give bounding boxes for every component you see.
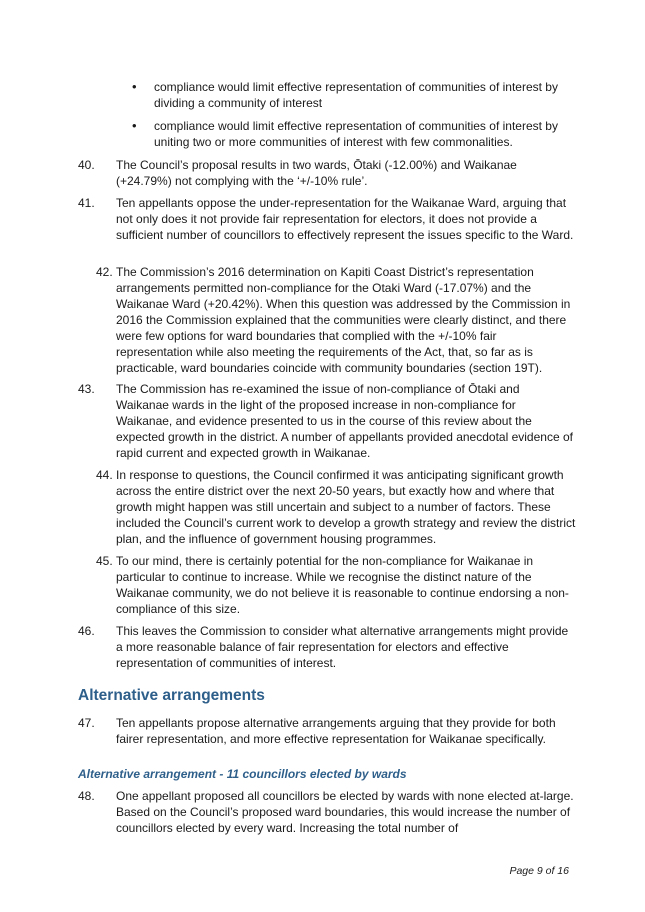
page-number: Page 9 of 16 (509, 865, 569, 877)
paragraph-text: In response to questions, the Council confirmed it was anticipating significant growth across the entire district over the next 20-50 years, but exactly how and where that growth might happen was still uncertain and subject to a number of factors. These included the Council’s current work to develop a growth strategy and review the district plan, and the influence of government housing programmes. (116, 468, 576, 546)
paragraph-number: 46. (78, 624, 95, 638)
paragraph-number: 42. (96, 265, 113, 279)
bullet-text: compliance would limit effective representation of communities of interest by dividing a community of interest (154, 80, 558, 110)
paragraph-number: 44. (96, 468, 113, 482)
paragraph-text: Ten appellants oppose the under-representation for the Waikanae Ward, arguing that not only does it not provide fair representation for electors, it does not provide a sufficient number of councillors to effectively represent the issues specific to the Ward. (116, 196, 574, 242)
paragraph-number: 40. (78, 158, 95, 172)
paragraph-number: 43. (78, 382, 95, 396)
bullet-dot-icon: • (132, 79, 137, 94)
section-heading: Alternative arrangements (78, 687, 265, 704)
paragraph-text: The Council’s proposal results in two wards, Ōtaki (-12.00%) and Waikanae (+24.79%) not complying with the ‘+/-10% rule’. (116, 158, 517, 188)
paragraph-text: This leaves the Commission to consider what alternative arrangements might provide a more reasonable balance of fair representation for electors and effective representation of communities of interest. (116, 624, 569, 670)
subsection-heading: Alternative arrangement - 11 councillors elected by wards (78, 767, 407, 781)
paragraph-text: To our mind, there is certainly potential for the non-compliance for Waikanae in particular to continue to increase. While we recognise the distinct nature of the Waikanae community, we do not believe it is reasonable to continue endorsing a non-compliance of this size. (116, 554, 569, 616)
paragraph-text: The Commission’s 2016 determination on Kapiti Coast District’s representation arrangements permitted non-compliance for the Otaki Ward (-17.07%) and the Waikanae Ward (+20.42%). When this question was addressed by the Commission in 2016 the Commission explained that the communities were clearly distinct, and there were few options for ward boundaries that complied with the +/-10% fair representation while also meeting the requirements of the Act, that, so far as is practicable, ward boundaries coincide with community boundaries (section 19T). (116, 265, 571, 375)
paragraph-number: 47. (78, 716, 95, 730)
paragraph-number: 45. (96, 554, 113, 568)
paragraph-text: Ten appellants propose alternative arrangements arguing that they provide for both fairer representation, and more effective representation for Waikanae specifically. (116, 716, 556, 746)
bullet-text: compliance would limit effective representation of communities of interest by uniting two or more communities of interest with few commonalities. (154, 119, 558, 149)
paragraph-text: One appellant proposed all councillors be elected by wards with none elected at-large. Based on the Council’s proposed ward boundaries, this would increase the number of councillors elected by every ward. Increasing the total number of (116, 789, 574, 835)
paragraph-number: 48. (78, 789, 95, 803)
paragraph-number: 41. (78, 196, 95, 210)
bullet-dot-icon: • (132, 118, 137, 133)
paragraph-text: The Commission has re-examined the issue of non-compliance of Ōtaki and Waikanae wards in the light of the proposed increase in non-compliance for Waikanae, and evidence presented to us in the course of this review about the expected growth in the district. A number of appellants provided anecdotal evidence of rapid current and expected growth in Waikanae. (116, 382, 573, 460)
